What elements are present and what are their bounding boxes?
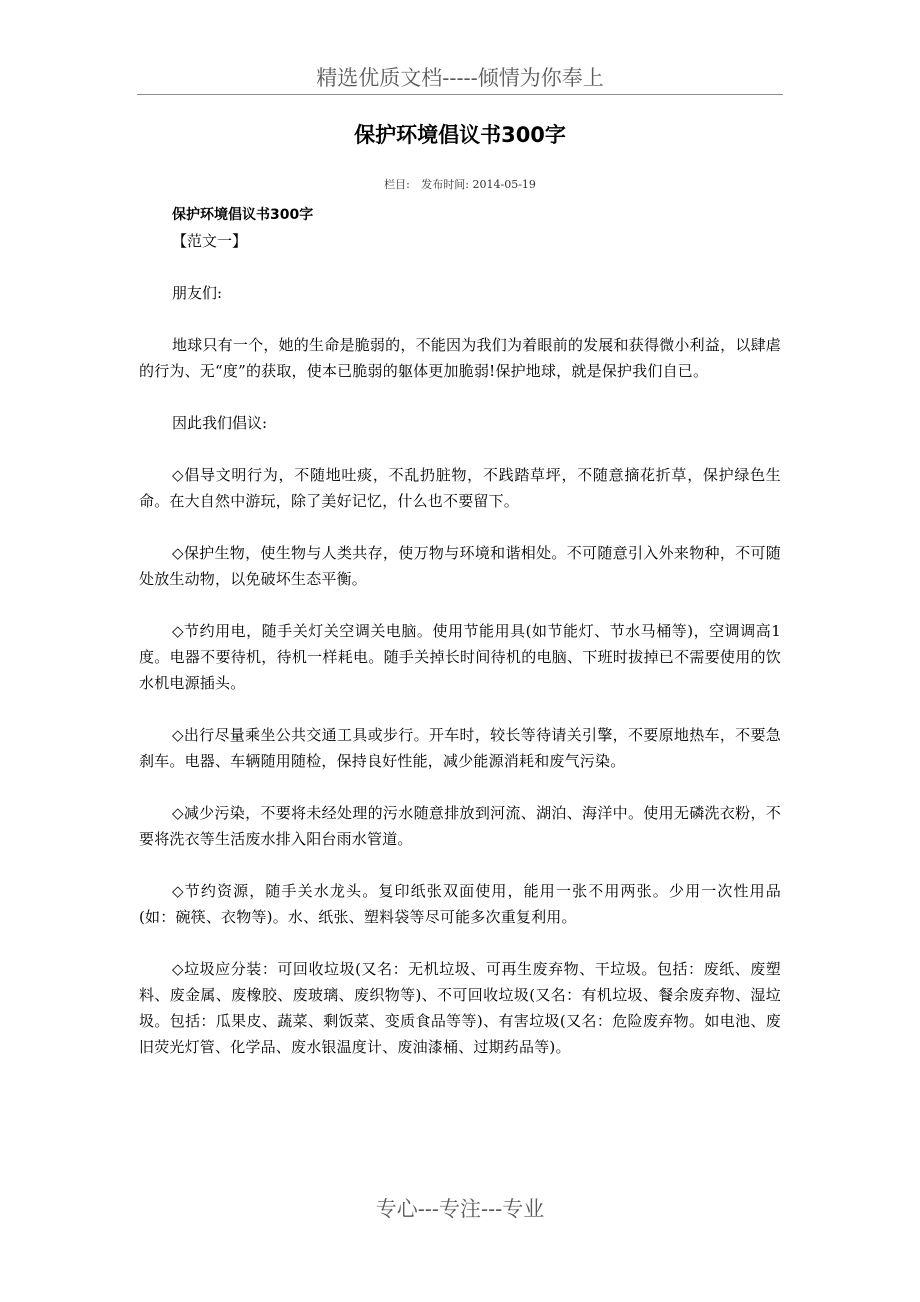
document-title: 保护环境倡议书300字 (354, 123, 566, 147)
proposal-item: ◇垃圾应分装：可回收垃圾(又名：无机垃圾、可再生废弃物、干垃圾。包括：废纸、废塑料、废金属、废橡胶、废玻璃、废织物等)、不可回收垃圾(又名：有机垃圾、餐余废弃物、湿垃圾。包括：瓜果皮、蔬菜、剩饭菜、变质食品等等)、有害垃圾(又名：危险废弃物。如电池、废旧荧光灯管、化学品、废水银温度计、废油漆桶、过期药品等)。 (139, 960, 781, 1056)
page-footer: 专心---专注---专业 (375, 1197, 545, 1221)
document-body (139, 202, 781, 1086)
intro-paragraph: 地球只有一个，她的生命是脆弱的，不能因为我们为着眼前的发展和获得微小利益，以肆虐的行为、无“度”的获取，使本已脆弱的躯体更加脆弱!保护地球，就是保护我们自已。 (139, 336, 781, 380)
page-header: 精选优质文档-----倾情为你奉上 (137, 62, 783, 95)
proposal-intro: 因此我们倡议: (172, 414, 268, 432)
proposal-item: ◇出行尽量乘坐公共交通工具或步行。开车时，较长等待请关引擎，不要原地热车，不要急刹车。电器、车辆随用随检，保持良好性能，减少能源消耗和废气污染。 (139, 726, 781, 770)
document-subtitle: 保护环境倡议书300字 (172, 207, 314, 223)
column-label: 栏目: (384, 178, 410, 191)
proposal-item: ◇节约资源，随手关水龙头。复印纸张双面使用，能用一张不用两张。少用一次性用品(如：碗筷、衣物等)。水、纸张、塑料袋等尽可能多次重复利用。 (139, 882, 781, 926)
section-label: 【范文一】 (172, 232, 248, 250)
proposal-item: ◇节约用电，随手关灯关空调关电脑。使用节能用具(如节能灯、节水马桶等)，空调调高1度。电器不要待机，待机一样耗电。随手关掉长时间待机的电脑、下班时拔掉已不需要使用的饮水机电源插头。 (139, 622, 781, 692)
proposal-item: ◇倡导文明行为，不随地吐痰，不乱扔脏物，不践踏草坪，不随意摘花折草，保护绿色生命。在大自然中游玩，除了美好记忆，什么也不要留下。 (139, 466, 781, 510)
publish-date: 发布时间: 2014-05-19 (421, 178, 536, 191)
publish-meta (0, 176, 920, 194)
proposal-item: ◇减少污染，不要将未经处理的污水随意排放到河流、湖泊、海洋中。使用无磷洗衣粉，不要将洗衣等生活废水排入阳台雨水管道。 (139, 804, 781, 848)
proposal-item: ◇保护生物，使生物与人类共存，使万物与环境和谐相处。不可随意引入外来物种，不可随处放生动物，以免破坏生态平衡。 (139, 544, 781, 588)
greeting: 朋友们: (172, 284, 223, 302)
